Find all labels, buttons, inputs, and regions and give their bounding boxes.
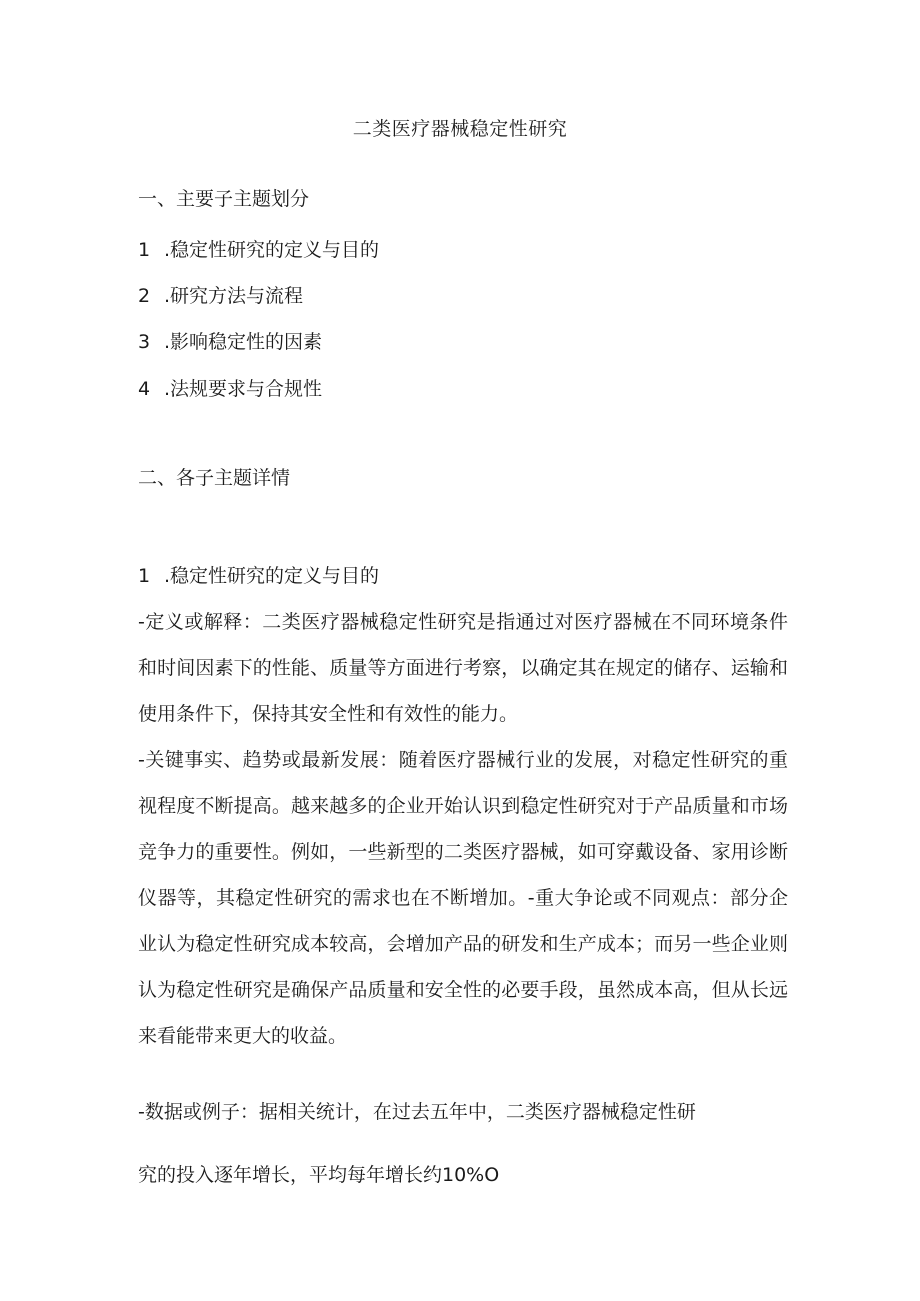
list-item-text: .研究方法与流程 [164, 285, 304, 307]
paragraph-data-line2: 究的投入逐年增长，平均每年增长约10%O [138, 1164, 500, 1186]
paragraph-definition: -定义或解释：二类医疗器械稳定性研究是指通过对医疗器械在不同环境条件和时间因素下的性能、质量等方面进行考察，以确定其在规定的储存、运输和使用条件下，保持其安全性和有效性的能力。 [138, 611, 788, 725]
subsection-title: .稳定性研究的定义与目的 [164, 565, 380, 587]
list-item [138, 238, 379, 262]
subsection-heading [138, 564, 379, 588]
list-item [138, 284, 303, 308]
paragraph-data-line1: -数据或例子：据相关统计，在过去五年中，二类医疗器械稳定性研 [138, 1101, 696, 1123]
list-item [138, 377, 322, 401]
section1-heading: 一、主要子主题划分 [138, 188, 310, 210]
list-item-text: .影响稳定性的因素 [164, 331, 323, 353]
list-item-number: 3 [138, 331, 151, 353]
list-item-text: .法规要求与合规性 [164, 378, 323, 400]
paragraph-trends: -关键事实、趋势或最新发展：随着医疗器械行业的发展，对稳定性研究的重视程度不断提高。越来越多的企业开始认识到稳定性研究对于产品质量和市场竞争力的重要性。例如，一些新型的二类医疗器械，如可穿戴设备、家用诊断仪器等，其稳定性研究的需求也在不断增加。-重大争论或不同观点：部分企业认为稳定性研究成本较高，会增加产品的研发和生产成本；而另一些企业则认为稳定性研究是确保产品质量和安全性的必要手段，虽然成本高，但从长远来看能带来更大的收益。 [138, 749, 788, 1047]
list-item-number: 4 [138, 378, 151, 400]
subsection-number: 1 [138, 565, 151, 587]
list-item-number: 2 [138, 285, 151, 307]
list-item [138, 330, 322, 354]
list-item-text: .稳定性研究的定义与目的 [164, 239, 380, 261]
section2-heading: 二、各子主题详情 [138, 467, 291, 489]
document-title: 二类医疗器械稳定性研究 [352, 118, 568, 140]
list-item-number: 1 [138, 239, 151, 261]
